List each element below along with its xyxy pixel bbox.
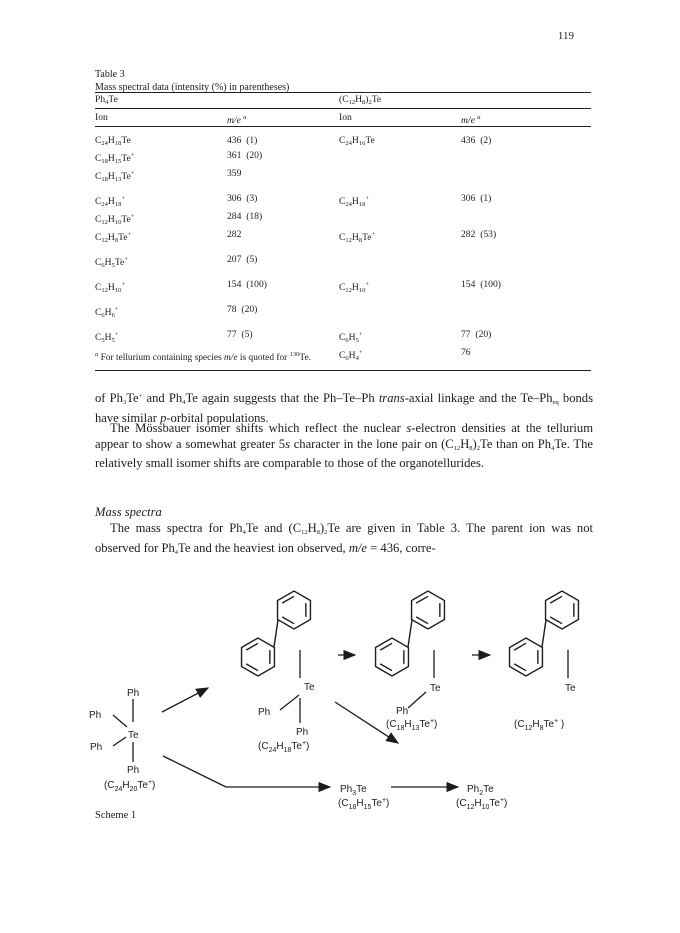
table-caption: [95, 68, 289, 94]
table-row: [95, 228, 591, 246]
ion-c24h18te: $(C_{24}H_{18}Te^+)$: [258, 740, 310, 754]
me-cell: 77 (20): [461, 329, 492, 340]
ion-cell: $C_6H_5^+$: [339, 331, 363, 344]
compound-ph4te: $Ph_4Te$: [95, 94, 118, 106]
ion-cell: $C_{12}H_{10}^+$: [339, 281, 370, 294]
mass-spectral-table: [95, 92, 591, 371]
te-label: Te: [304, 682, 315, 693]
table-footnote: $^a$ For tellurium containing species m/e is quoted for $^{130}$Te.: [95, 351, 311, 363]
ion-cell: $C_{12}H_{10}^+$: [95, 281, 126, 294]
ion-cell: $C_{24}H_{18}Te$: [95, 135, 131, 147]
ph-label: Ph: [90, 742, 103, 753]
me-cell: 436 (1): [227, 135, 258, 146]
ion-cell: $C_6H_6^+$: [95, 306, 119, 319]
arrow: [163, 756, 226, 787]
me-cell: [461, 149, 591, 167]
te-label: Te: [430, 683, 441, 694]
table-row: [95, 246, 591, 271]
bond: [113, 715, 127, 727]
me-cell: [461, 296, 591, 321]
me-cell: 361 (20): [227, 150, 263, 161]
ion-cell: $C_{12}H_{10}Te^+$: [95, 213, 135, 226]
me-cell: 436 (2): [461, 135, 492, 146]
ion-c18h15te: $(C_{18}H_{15}Te^+)$: [338, 797, 390, 810]
biaryl-bond: [408, 620, 412, 647]
me-cell: 207 (5): [227, 254, 258, 265]
me-cell: 282: [227, 229, 242, 240]
ion-cell: $C_{24}H_{18}^+$: [95, 195, 126, 208]
bond: [408, 692, 426, 708]
me-cell: 359: [227, 168, 242, 179]
bond: [280, 695, 299, 710]
ph-label: Ph: [127, 688, 140, 699]
col-ion-left: Ion: [95, 109, 227, 127]
te-label: Te: [128, 730, 139, 741]
paragraph-1: of $Ph_3Te^+$ and $Ph_4Te$ again suggests that the Ph–Te–Ph trans-axial linkage and the $Te-Ph_{eq}$ bonds have similar p-orbital populations.: [95, 391, 593, 425]
scheme-1-diagram: [0, 560, 680, 810]
me-cell: 306 (1): [461, 193, 492, 204]
bond: [113, 737, 126, 746]
compound-biphenylene-te: $(C_{12}H_8)_2Te$: [339, 94, 382, 106]
ion-cell: [339, 246, 461, 271]
ion-cell: [339, 167, 461, 185]
ph-label: Ph: [258, 707, 271, 718]
ion-c12h8te: ($C_{12}H_8Te^+$ ): [514, 718, 565, 732]
ion-cell: $C_{12}H_8Te^+$: [339, 231, 376, 244]
biaryl-bond: [274, 620, 278, 647]
me-cell: 306 (3): [227, 193, 258, 204]
me-cell: 76: [461, 346, 591, 371]
me-cell: 154 (100): [461, 279, 501, 290]
ion-cell: $C_5H_5^+$: [95, 331, 119, 344]
ion-cell: $C_{18}H_{15}Te^+$: [95, 152, 135, 165]
ion-c12h10te: $(C_{12}H_{10}Te^+)$: [456, 797, 508, 810]
me-cell: 78 (20): [227, 304, 258, 315]
ph-label: Ph: [89, 710, 102, 721]
arrow: [162, 688, 208, 712]
table-row: [95, 296, 591, 321]
me-cell: 154 (100): [227, 279, 267, 290]
col-ion-right: Ion: [339, 109, 461, 127]
ion-cell: [339, 149, 461, 167]
table-row: [95, 185, 591, 210]
ion-c18h13te: $(C_{18}H_{13}Te^+)$: [386, 718, 438, 732]
ph2te-label: $Ph_2Te$: [467, 784, 494, 797]
table-row: [95, 210, 591, 228]
table-row: [95, 321, 591, 346]
ion-cell: $C_6H_4^+$: [339, 346, 461, 371]
te-label: Te: [565, 683, 576, 694]
section-heading: Mass spectra: [95, 505, 162, 519]
ph-label: Ph: [127, 765, 140, 776]
scheme-caption: Scheme 1: [95, 810, 137, 821]
col-me-right: m/e $^a$: [461, 109, 591, 127]
table-subtitle: Mass spectral data (intensity (%) in parentheses): [95, 82, 290, 93]
ion-cell: $C_{18}H_{13}Te^+$: [95, 170, 135, 183]
ph-label: Ph: [396, 706, 409, 717]
me-cell: 77 (5): [227, 329, 253, 340]
ion-cell: $C_6H_5Te^+$: [95, 256, 128, 269]
ion-c24h20te: $(C_{24}H_{20}Te^+)$: [104, 779, 156, 793]
ion-cell: [339, 210, 461, 228]
me-cell: 284 (18): [227, 211, 263, 222]
table-row: [95, 167, 591, 185]
ph3te-label: $Ph_3Te$: [340, 784, 367, 797]
me-cell: [461, 167, 591, 185]
me-cell: [461, 246, 591, 271]
ion-cell: $C_{24}H_{16}Te$: [339, 135, 375, 147]
me-cell: [461, 210, 591, 228]
ph-label: Ph: [296, 727, 309, 738]
paragraph-3: The mass spectra for $Ph_4Te$ and $(C_{12}H_8)_2Te$ are given in Table 3. The parent ion was not observed for $Ph_4Te$ and the heaviest ion observed, m/e = 436, corre-: [95, 521, 593, 556]
page-number: 119: [557, 30, 574, 42]
col-me-left: m/e $^a$: [227, 109, 339, 127]
ion-cell: $C_{12}H_8Te^+$: [95, 231, 132, 244]
ion-cell: $C_{24}H_{18}^+$: [339, 195, 370, 208]
me-cell: 282 (53): [461, 229, 497, 240]
biaryl-bond: [542, 620, 546, 647]
table-title: Table 3: [95, 69, 125, 80]
table-row: [95, 271, 591, 296]
table-row: [95, 127, 591, 150]
ion-cell: [339, 296, 461, 321]
table-row: [95, 149, 591, 167]
paragraph-2: The Mössbauer isomer shifts which reflect the nuclear s-electron densities at the tellurium appear to show a somewhat greater 5s character in the lone pair on $(C_{12}H_8)_2Te$ than on $Ph_4Te$. The relatively small isomer shifts are comparable to those of the organotellurides.: [95, 421, 593, 471]
